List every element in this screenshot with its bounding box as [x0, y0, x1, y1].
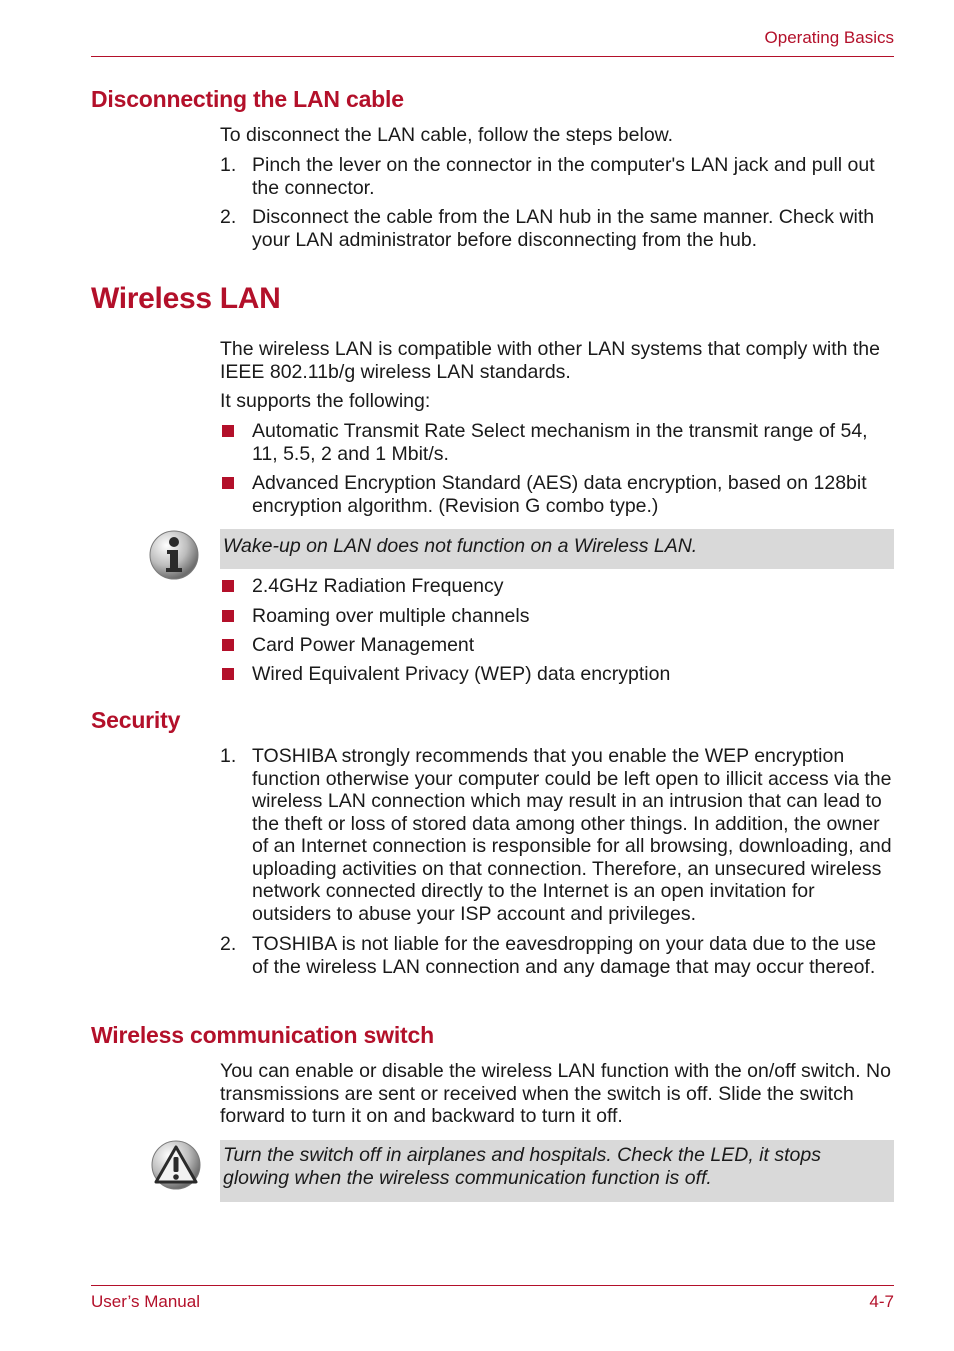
item-number: 1. — [220, 745, 237, 767]
running-header: Operating Basics — [764, 28, 894, 47]
item-text: TOSHIBA is not liable for the eavesdropping on your data due to the use of the wireless LAN connection and any damage that may occur thereof. — [252, 933, 877, 978]
feature-bullet — [220, 663, 900, 686]
bullet-text: Wired Equivalent Privacy (WEP) data encryption — [252, 663, 671, 685]
header-rule — [91, 56, 894, 57]
step-number: 2. — [220, 206, 237, 228]
bullet-square — [222, 580, 234, 592]
heading-security: Security — [91, 707, 181, 733]
warning-icon — [151, 1140, 201, 1190]
info-icon — [149, 530, 199, 580]
footer-page-number: 4-7 — [869, 1292, 894, 1311]
caution-text: Turn the switch off in airplanes and hospitals. Check the LED, it stops glowing when the wireless communication function is off. — [223, 1144, 821, 1189]
footer-rule — [91, 1285, 894, 1286]
bullet-square — [222, 668, 234, 680]
note-box — [220, 529, 894, 569]
wireless-intro: The wireless LAN is compatible with other LAN systems that comply with the IEEE 802.11b/g wireless LAN standards. — [220, 338, 881, 383]
bullet-square — [222, 639, 234, 651]
bullet-square — [222, 477, 234, 489]
bullet-square — [222, 425, 234, 437]
step-text: Disconnect the cable from the LAN hub in the same manner. Check with your LAN administrator before disconnecting from the hub. — [252, 206, 875, 251]
bullet-text: 2.4GHz Radiation Frequency — [252, 575, 504, 597]
footer-manual-title: User’s Manual — [91, 1292, 200, 1311]
security-item-2 — [220, 933, 900, 978]
heading-wireless-lan: Wireless LAN — [91, 282, 281, 315]
item-number: 2. — [220, 933, 237, 955]
step-text: Pinch the lever on the connector in the computer's LAN jack and pull out the connector. — [252, 154, 875, 199]
disconnect-intro: To disconnect the LAN cable, follow the steps below. — [220, 124, 674, 146]
step-number: 1. — [220, 154, 237, 176]
wireless-supports: It supports the following: — [220, 390, 431, 412]
feature-bullet — [220, 420, 900, 465]
bullet-text: Card Power Management — [252, 634, 475, 656]
note-text: Wake-up on LAN does not function on a Wireless LAN. — [223, 535, 698, 557]
feature-bullet — [220, 575, 900, 598]
switch-body: You can enable or disable the wireless LAN function with the on/off switch. No transmissions are sent or received when the switch is off. Slide the switch forward to turn it on and backward to turn it off. — [220, 1060, 891, 1127]
caution-box — [220, 1140, 894, 1202]
item-text: TOSHIBA strongly recommends that you enable the WEP encryption function otherwise your computer could be left open to illicit access via the wireless LAN connection which may result in an intrusion that can lead to the theft or loss of stored data among other things. In addition, the owner of an Internet connection is responsible for all browsing, downloading, and uploading activities on that connection. Therefore, an unsecured wireless network connected directly to the Internet is an open invitation for outsiders to abuse your ISP account and privileges. — [252, 745, 892, 925]
disconnect-step-2 — [220, 206, 900, 251]
bullet-text: Advanced Encryption Standard (AES) data encryption, based on 128bit encryption algorithm. (Revision G combo type.) — [252, 472, 867, 517]
bullet-text: Automatic Transmit Rate Select mechanism in the transmit range of 54, 11, 5.5, 2 and 1 Mbit/s. — [252, 420, 868, 465]
heading-disconnect: Disconnecting the LAN cable — [91, 86, 404, 112]
feature-bullet — [220, 605, 900, 628]
bullet-square — [222, 610, 234, 622]
disconnect-step-1 — [220, 154, 900, 199]
bullet-text: Roaming over multiple channels — [252, 605, 530, 627]
heading-wireless-switch: Wireless communication switch — [91, 1022, 434, 1048]
security-item-1 — [220, 745, 900, 925]
feature-bullet — [220, 472, 900, 517]
feature-bullet — [220, 634, 900, 657]
